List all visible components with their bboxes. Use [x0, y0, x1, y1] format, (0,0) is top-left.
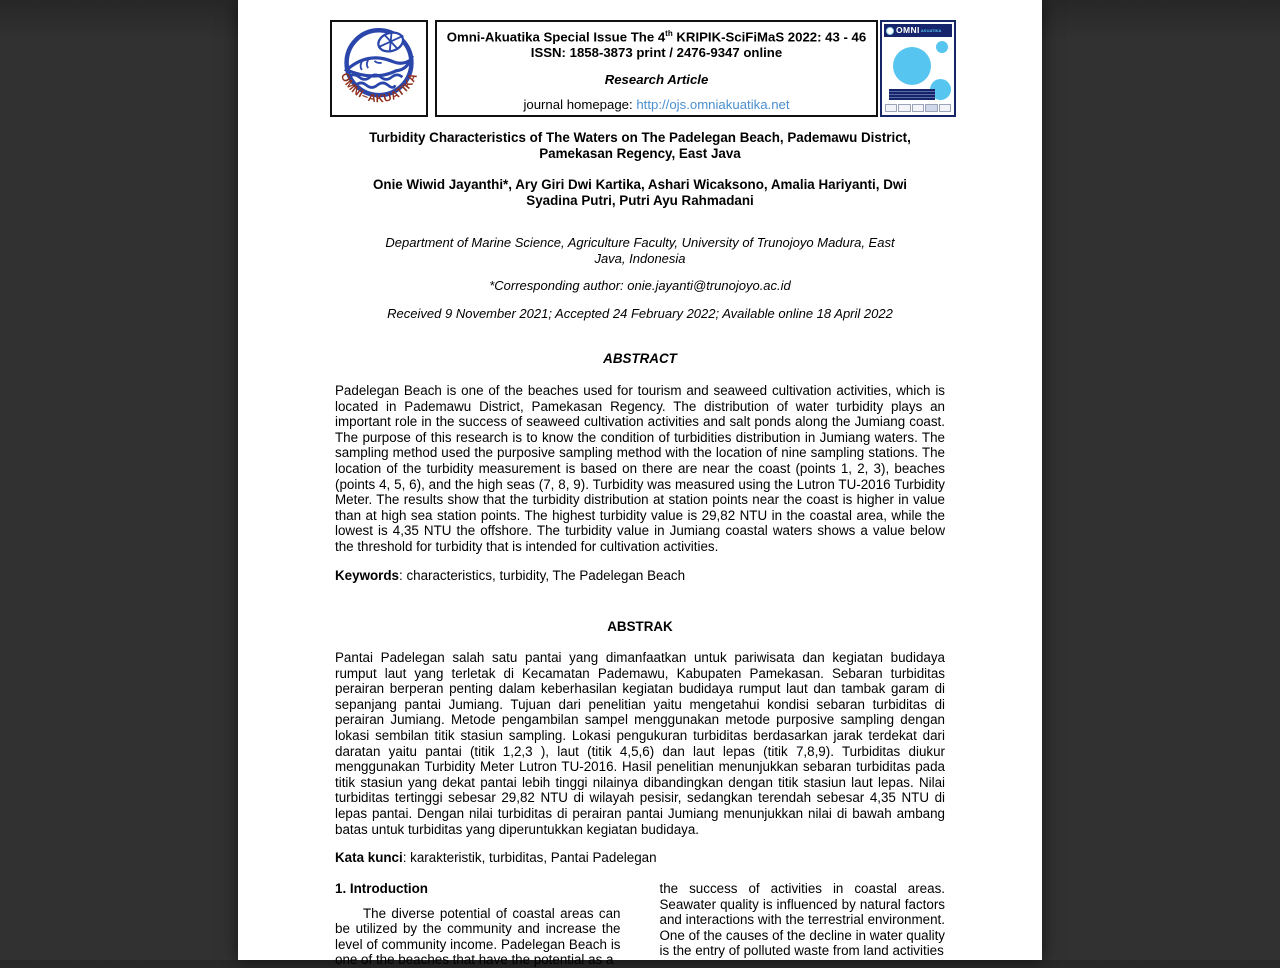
abstrak-body: Pantai Padelegan salah satu pantai yang dimanfaatkan untuk pariwisata dan kegiatan budidaya rumput laut yang terletak di Kecamatan Pademawu, Kabupaten Pamekasan. Sebaran turbiditas perairan berperan penting dalam keberhasilan kegiatan budidaya rumput laut dan tambak garam di sepanjang pantai Jumiang. Tujuan dari penelitian yaitu mengetahui kondisi sebaran turbiditas di perairan Jumiang. Metode pengambilan sampel menggunakan metode purposive sampling dengan lokasi sembilan titik stasiun sampling. Lokasi pengukuran turbiditas berdasarkan jarak terdekat dari daratan yaitu pantai (titik 1,2,3 ), laut (titik 4,5,6) dan laut lepas (titik 7,8,9). Turbiditas diukur menggunakan Turbidity Meter Lutron TU-2016. Hasil penelitian menunjukkan sebaran turbiditas pada titik stasiun yang dekat pantai lebih tinggi nilainya dibandingkan dengan titik stasiun laut lepas. Nilai turbiditas tertinggi sebesar 29,82 NTU di wilayah pesisir, sedangkan terendah sebesar 4,35 NTU di lepas pantai. Dengan nilai turbiditas di perairan pantai Jumiang menunjukkan nilai di bawah ambang batas untuk turbiditas yang diperuntukkan kegiatan budidaya.: [335, 650, 945, 837]
svg-text:OMNI–AKUATIKA: OMNI–AKUATIKA: [337, 70, 421, 105]
kata-kunci-line: [335, 850, 945, 866]
masthead-text: [435, 20, 878, 117]
abstrak-heading: ABSTRAK: [607, 619, 673, 634]
introduction-section: [335, 881, 945, 968]
issue-line-prefix: Omni-Akuatika Special Issue The 4: [446, 29, 666, 45]
journal-masthead: [330, 20, 956, 117]
issn-line: ISSN: 1858-3873 print / 2476-9347 online: [530, 44, 783, 60]
intro-paragraph-right: the success of activities in coastal areas. Seawater quality is influenced by natural factors and interactions with the terrestrial environment. One of the causes of the decline in water quality is the entry of polluted waste from land activities: [659, 881, 945, 959]
intro-right-column: [660, 881, 946, 968]
homepage-link[interactable]: http://ojs.omniakuatika.net: [636, 97, 790, 113]
journal-logo-box: [330, 20, 428, 117]
cover-circle-small: [936, 41, 948, 53]
cover-brand-sub: AKUATIKA: [920, 27, 942, 33]
article-type-label: Research Article: [604, 71, 709, 87]
cover-logo-icon: [886, 27, 894, 35]
kata-kunci-values: : karakteristik, turbiditas, Pantai Padelegan: [402, 850, 657, 865]
homepage-label: journal homepage:: [523, 97, 637, 113]
cover-top-bar: [884, 24, 952, 37]
keywords-line: [335, 568, 945, 584]
corresponding-author-line: *Corresponding author: onie.jayanti@trunojoyo.ac.id: [489, 278, 791, 293]
keywords-values: : characteristics, turbidity, The Padelegan Beach: [399, 568, 686, 583]
cover-circle-large: [893, 47, 931, 85]
abstract-body: Padelegan Beach is one of the beaches used for tourism and seaweed cultivation activities, which is located in Pademawu District, Pamekasan Regency. The distribution of water turbidity plays an important role in the success of seaweed cultivation activities and salt ponds along the Jumiang coast. The purpose of this research is to know the condition of turbidities distribution in Jumiang waters. The sampling method used the purposive sampling method with the location of nine sampling stations. The location of the turbidity measurement is based on there are near the coast (points 1, 2, 3), beaches (points 4, 5, 6), and the high seas (7, 8, 9). Turbidity was measured using the Lutron TU-2016 Turbidity Meter. The results show that the turbidity distribution at station points near the coast is higher in value than at high sea station points. The highest turbidity value is 29,82 NTU in the coastal area, while the lowest is 4,35 NTU the offshore. The turbidity value in Jumiang coastal waters shows a value below the threshold for turbidity that is intended for cultivation activities.: [335, 383, 945, 554]
issue-line-superscript: th: [665, 29, 673, 38]
intro-left-column: [335, 881, 621, 968]
affiliation-line: Department of Marine Science, Agriculture Faculty, University of Trunojoyo Madura, East Java, Indonesia: [385, 235, 895, 266]
cover-title-block: [889, 89, 935, 100]
journal-cover-thumbnail: [880, 20, 956, 117]
article-history-line: Received 9 November 2021; Accepted 24 February 2022; Available online 18 April 2022: [387, 306, 893, 321]
issue-line: [437, 26, 876, 45]
page-title: Turbidity Characteristics of The Waters on The Padelegan Beach, Pademawu District, Pamekasan Regency, East Java: [369, 130, 911, 161]
cover-brand: OMNI: [896, 25, 920, 36]
cover-bottom-bar: [885, 104, 951, 112]
keywords-label: Keywords: [335, 568, 399, 583]
document-page: [238, 0, 1042, 968]
section-heading-introduction: 1. Introduction: [335, 881, 428, 896]
omni-akuatika-logo-icon: [334, 24, 424, 114]
issue-line-suffix: KRIPIK-SciFiMaS 2022: 43 - 46: [672, 29, 867, 45]
intro-paragraph-left: The diverse potential of coastal areas can be utilized by the community and increase the level of community income. Padelegan Beach is one of the beaches that have the potential as a: [335, 905, 621, 968]
abstract-heading: ABSTRACT: [603, 351, 677, 366]
homepage-line: [437, 97, 876, 113]
kata-kunci-label: Kata kunci: [335, 850, 403, 865]
authors-line: Onie Wiwid Jayanthi*, Ary Giri Dwi Kartika, Ashari Wicaksono, Amalia Hariyanti, Dwi Syadina Putri, Putri Ayu Rahmadani: [372, 177, 908, 208]
